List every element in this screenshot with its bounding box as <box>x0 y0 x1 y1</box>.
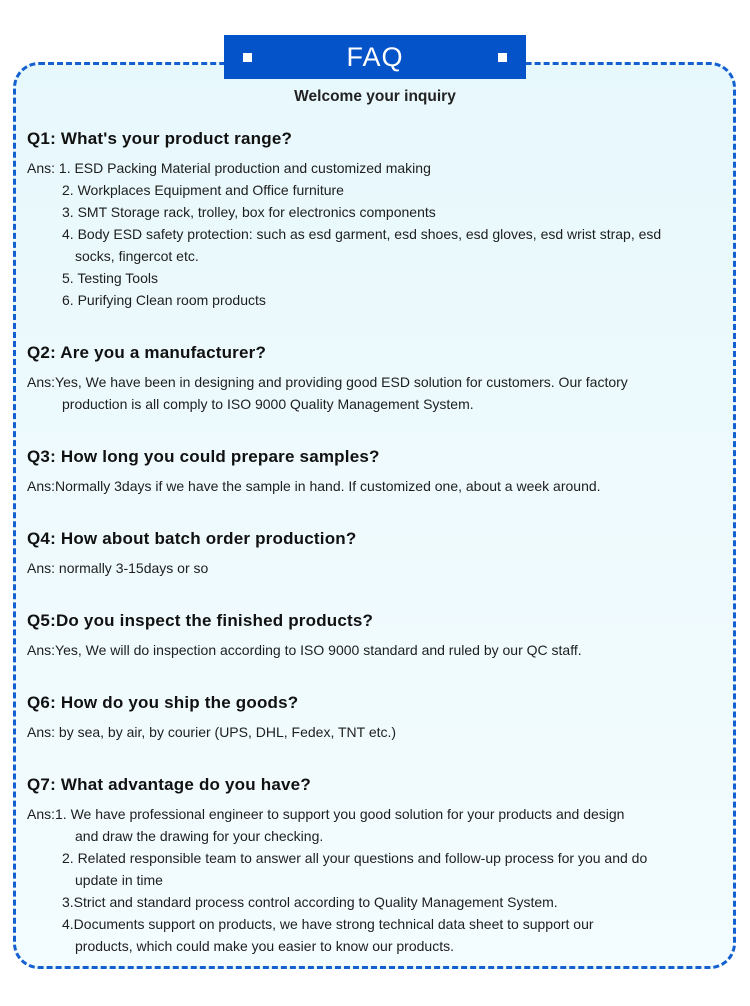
faq-section <box>27 341 715 415</box>
faq-answer-line: products, which could make you easier to know our products. <box>75 938 454 954</box>
faq-answer-line: 3.Strict and standard process control according to Quality Management System. <box>62 894 558 910</box>
faq-answer-line: update in time <box>75 872 163 888</box>
faq-answer-line: and draw the drawing for your checking. <box>75 828 324 844</box>
faq-question: Q7: What advantage do you have? <box>27 775 311 794</box>
welcome-subtitle: Welcome your inquiry <box>294 88 456 105</box>
decorative-square-left-icon <box>243 53 252 62</box>
faq-question: Q6: How do you ship the goods? <box>27 693 299 712</box>
faq-title: FAQ <box>346 41 404 72</box>
faq-section <box>27 445 715 497</box>
faq-answer-line: socks, fingercot etc. <box>75 248 199 264</box>
faq-question: Q2: Are you a manufacturer? <box>27 343 267 362</box>
faq-answer-line: Ans:Normally 3days if we have the sample in hand. If customized one, about a week around. <box>27 478 601 494</box>
decorative-square-right-icon <box>498 53 507 62</box>
faq-answer-line: Ans: normally 3-15days or so <box>27 560 209 576</box>
faq-answer-line: Ans:Yes, We will do inspection according to ISO 9000 standard and ruled by our QC staff. <box>27 642 582 658</box>
faq-section <box>27 609 715 661</box>
faq-answer-line: 4. Body ESD safety protection: such as esd garment, esd shoes, esd gloves, esd wrist strap, esd <box>62 226 662 242</box>
faq-answer-line: 2. Workplaces Equipment and Office furniture <box>62 182 344 198</box>
faq-panel <box>13 62 736 969</box>
faq-answer-line: Ans:1. We have professional engineer to support you good solution for your products and design <box>27 806 625 822</box>
faq-section <box>27 691 715 743</box>
faq-question: Q4: How about batch order production? <box>27 529 357 548</box>
faq-answer-line: 4.Documents support on products, we have strong technical data sheet to support our <box>62 916 594 932</box>
faq-section <box>27 773 715 957</box>
faq-answer-line: 5. Testing Tools <box>62 270 158 286</box>
faq-answer-line: Ans: 1. ESD Packing Material production and customized making <box>27 160 431 176</box>
faq-answer-line: 3. SMT Storage rack, trolley, box for electronics components <box>62 204 436 220</box>
faq-answer-line: Ans: by sea, by air, by courier (UPS, DHL, Fedex, TNT etc.) <box>27 724 397 740</box>
faq-answer-line: 2. Related responsible team to answer all your questions and follow-up process for you and do <box>62 850 648 866</box>
faq-answer-line: production is all comply to ISO 9000 Quality Management System. <box>62 396 474 412</box>
faq-answer-line: Ans:Yes, We have been in designing and providing good ESD solution for customers. Our factory <box>27 374 628 390</box>
faq-answer-line: 6. Purifying Clean room products <box>62 292 266 308</box>
faq-question: Q1: What's your product range? <box>27 129 293 148</box>
faq-list <box>27 127 715 957</box>
faq-question: Q5:Do you inspect the finished products? <box>27 611 374 630</box>
faq-section <box>27 127 715 311</box>
faq-question: Q3: How long you could prepare samples? <box>27 447 380 466</box>
faq-title-bar <box>224 35 526 79</box>
faq-section <box>27 527 715 579</box>
